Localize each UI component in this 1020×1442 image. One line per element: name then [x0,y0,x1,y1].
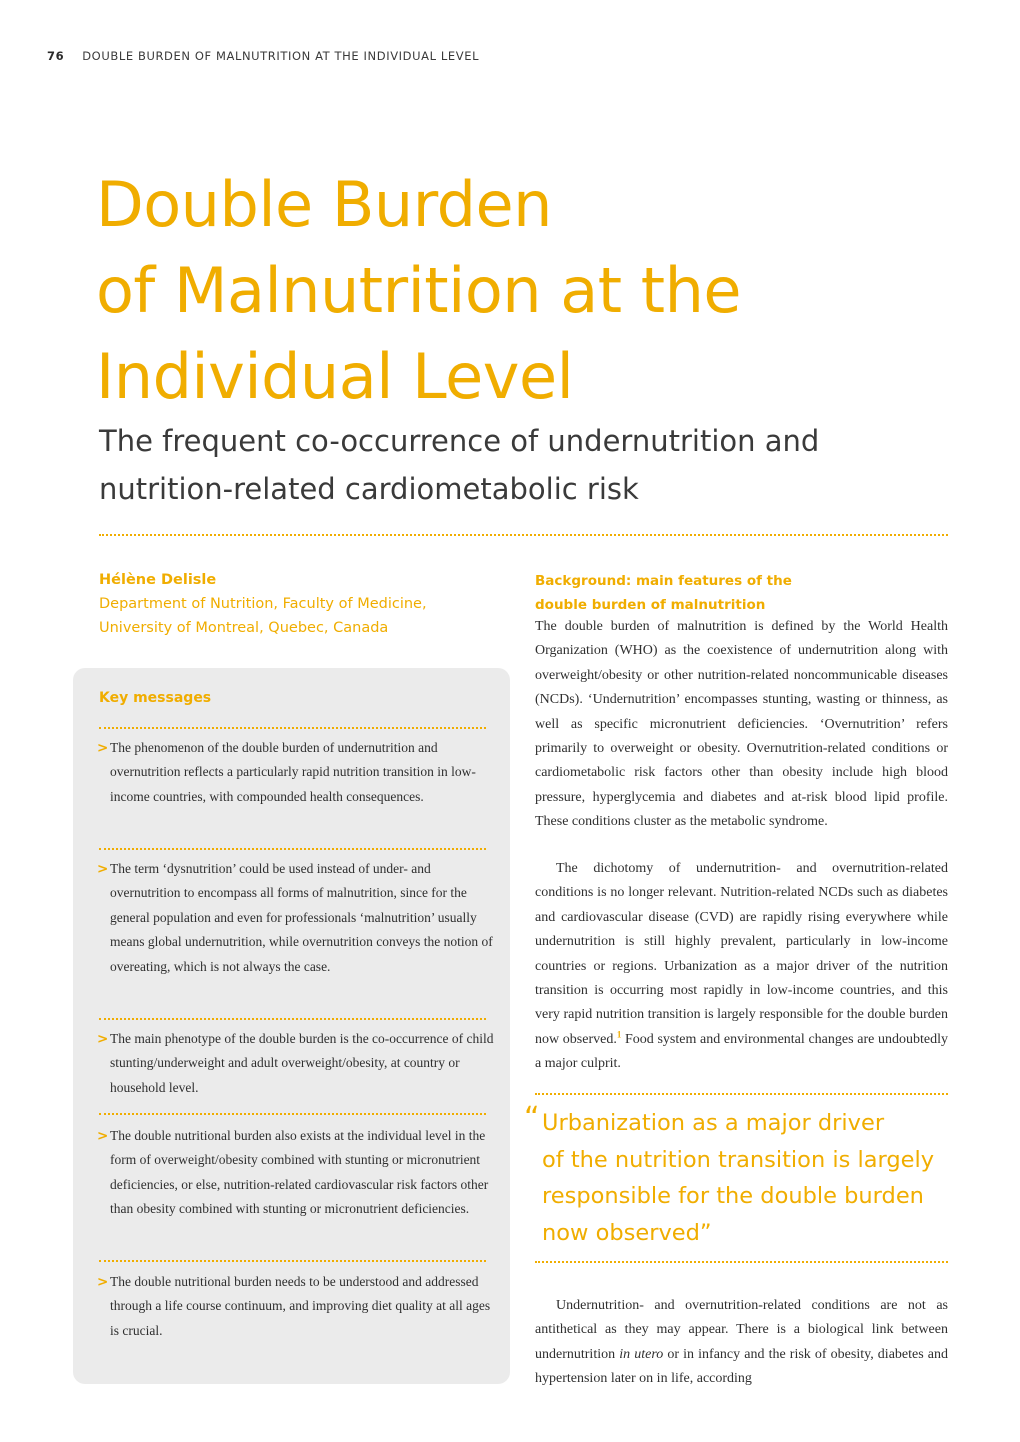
pull-quote-line: responsible for the double burden [542,1183,924,1209]
open-quote-mark: “ [524,1101,540,1136]
key-message-text: The main phenotype of the double burden is the co-occurrence of child stunting/underweight and adult overweight/obesity, at country or household level. [110,1031,494,1095]
section-heading [535,569,792,618]
pull-quote-bottom-divider [535,1261,948,1263]
bullet-arrow-icon: > [97,1274,109,1290]
key-messages-divider [99,1113,486,1115]
key-message-item [97,1270,497,1343]
key-messages-divider [99,727,486,729]
body-paragraph: The double burden of malnutrition is defined by the World Health Organization (WHO) as the coexistence of undernutrition along with overweight/obesity or other nutrition-related noncommunicable diseases (NCDs). ‘Undernutrition’ encompasses stunting, wasting or thinness, as well as specific micronutrient deficiencies. ‘Overnutrition’ refers primarily to overweight or obesity. Overnutrition-related conditions or cardiometabolic risk factors other than obesity include high blood pressure, hyperglycemia and diabetes and at-risk blood lipid profile. These conditions cluster as the metabolic syndrome. [535,619,948,830]
article-title [96,162,741,420]
page-number: 76 [47,49,65,63]
bullet-arrow-icon: > [97,1031,109,1047]
title-divider [99,534,948,536]
author-affiliation-line: University of Montreal, Quebec, Canada [99,620,389,636]
author-affiliation-line: Department of Nutrition, Faculty of Medicine, [99,596,427,612]
key-messages-divider [99,848,486,850]
key-message-text: The double nutritional burden needs to be understood and addressed through a life course continuum, and improving diet quality at all ages is crucial. [110,1274,491,1338]
title-line: Double Burden [96,168,552,241]
title-line: Individual Level [96,340,574,413]
key-message-text: The double nutritional burden also exists at the individual level in the form of overweight/obesity combined with stunting or micronutrient deficiencies, or else, nutrition-related cardiovascular risk factors other than obesity combined with stunting or micronutrient deficiencies. [110,1128,489,1217]
key-messages-divider [99,1260,486,1262]
bullet-arrow-icon: > [97,1128,109,1144]
body-paragraph [535,1294,948,1392]
pull-quote-line: of the nutrition transition is largely [542,1146,935,1173]
running-header [47,49,479,63]
key-message-item [97,1124,497,1222]
key-message-text: The term ‘dysnutrition’ could be used instead of under- and overnutrition to encompass all forms of malnutrition, since for the general population and even for professionals ‘malnutrition’ usually means global undernutrition, while overnutrition conveys the notion of overeating, which is not always the case. [110,861,493,974]
author-block [99,568,427,640]
bullet-arrow-icon: > [97,740,109,756]
body-paragraph [535,857,948,1077]
title-line: of Malnutrition at the [96,254,742,327]
section-heading-line: double burden of malnutrition [535,597,766,614]
pull-quote [524,1101,935,1251]
body-text: Undernutrition- and overnutrition-related conditions are not as antithetical as they may appear. There is a biological link between undernutrition [535,1298,948,1362]
subtitle-line: The frequent co-occurrence of undernutrition and [99,424,820,458]
body-text: Food system and environmental changes are undoubtedly a major culprit. [535,1031,948,1072]
close-quote-mark: ” [699,1219,712,1246]
pull-quote-line: Urbanization as a major driver [542,1110,885,1136]
key-message-item [97,1027,497,1100]
body-text: or in infancy and the risk of obesity, diabetes and hypertension later on in life, according [535,1346,948,1387]
bullet-arrow-icon: > [97,861,109,877]
reference-marker: 1 [616,1029,622,1040]
key-messages-title: Key messages [99,690,212,706]
key-message-item [97,857,497,979]
pull-quote-top-divider [535,1093,948,1095]
section-heading-line: Background: main features of the [535,573,792,589]
key-message-text: The phenomenon of the double burden of undernutrition and overnutrition reflects a particularly rapid nutrition transition in low-income countries, with compounded health consequences. [110,740,476,804]
running-title: DOUBLE BURDEN OF MALNUTRITION AT THE INDIVIDUAL LEVEL [82,49,480,63]
subtitle-line: nutrition-related cardiometabolic risk [99,472,639,506]
italic-term: in utero [619,1346,664,1362]
pull-quote-text: now observed [542,1219,700,1246]
pull-quote-line [524,1215,934,1252]
article-subtitle [99,417,819,513]
body-text: The dichotomy of undernutrition- and overnutrition-related conditions is no longer relevant. Nutrition-related NCDs such as diabetes and cardiovascular disease (CVD) are rapidly rising everywhere while undernutrition is still highly prevalent, particularly in low-income countries or regions. Urbanization as a major driver of the nutrition transition is occurring most rapidly in low-income countries, and this very rapid nutrition transition is largely responsible for the double burden now observed. [535,861,948,1047]
key-messages-divider [99,1018,486,1020]
author-name: Hélène Delisle [99,572,217,588]
key-message-item [97,736,497,809]
